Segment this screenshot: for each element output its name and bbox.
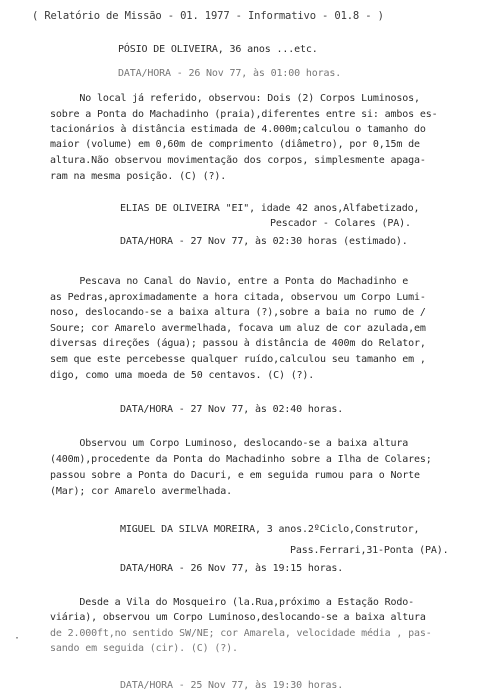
block-3-datetime: DATA/HORA - 27 Nov 77, às 02:40 horas. <box>120 404 344 415</box>
witness-2-datetime: DATA/HORA - 27 Nov 77, às 02:30 horas (estimado). <box>120 236 408 247</box>
block-2-line-4: Soure; cor Amarelo avermelhada, focava um aluz de cor azulada,em <box>50 323 426 334</box>
block-1-line-5: altura.Não observou movimentação dos corpos, simplesmente apaga- <box>50 155 426 166</box>
block-2-line-7: digo, como uma moeda de 50 centavos. (C) (?). <box>50 370 315 381</box>
block-3-line-2: (400m),procedente da Ponta do Machadinho sobre a Ilha de Colares; <box>50 454 432 465</box>
block-4-line-2: viária), observou um Corpo Luminoso,deslocando-se a baixa altura <box>50 612 426 623</box>
witness-4-datetime: DATA/HORA - 26 Nov 77, às 19:15 horas. <box>120 563 344 574</box>
block-2-line-5: diversas direções (água); passou à distância de 400m do Relator, <box>50 338 426 349</box>
block-2-line-3: noso, deslocando-se a baixa altura (?),sobre a baia no rumo de / <box>50 307 426 318</box>
margin-mark: · <box>14 633 21 644</box>
witness-4-name: MIGUEL DA SILVA MOREIRA, 3 anos.2ºCiclo,Construtor, <box>120 524 420 535</box>
witness-2-occupation: Pescador - Colares (PA). <box>270 218 411 229</box>
block-2-line-1: Pescava no Canal do Navio, entre a Ponta do Machadinho e <box>50 276 409 287</box>
report-header: ( Relatório de Missão - 01. 1977 - Informativo - 01.8 - ) <box>32 10 384 22</box>
witness-1-name: PÓSIO DE OLIVEIRA, 36 anos ...etc. <box>118 44 318 55</box>
witness-2-name: ELIAS DE OLIVEIRA "EI", idade 42 anos,Alfabetizado, <box>120 203 420 214</box>
block-3-line-3: passou sobre a Ponta do Dacuri, e em seguida rumou para o Norte <box>50 470 420 481</box>
block-4-line-4: sando em seguida (cir). (C) (?). <box>50 643 238 654</box>
block-3-line-1: Observou um Corpo Luminoso, deslocando-se a baixa altura <box>50 438 409 449</box>
witness-4-address: Pass.Ferrari,31-Ponta (PA). <box>290 545 449 556</box>
block-1-line-4: maior (volume) em 0,60m de comprimento (diâmetro), por 0,15m de <box>50 139 420 150</box>
block-2-line-2: as Pedras,aproximadamente a hora citada, observou um Corpo Lumi- <box>50 292 426 303</box>
block-4-line-3: de 2.000ft,no sentido SW/NE; cor Amarela, velocidade média , pas- <box>50 628 432 639</box>
block-2-line-6: sem que este percebesse qualquer ruído,calculou seu tamanho em , <box>50 354 426 365</box>
witness-1-datetime: DATA/HORA - 26 Nov 77, às 01:00 horas. <box>118 68 342 79</box>
block-1-line-1: No local já referido, observou: Dois (2) Corpos Luminosos, <box>50 93 420 104</box>
footer-datetime: DATA/HORA - 25 Nov 77, às 19:30 horas. <box>120 680 344 691</box>
block-1-line-6: ram na mesma posição. (C) (?). <box>50 171 227 182</box>
block-1-line-3: tacionários à distância estimada de 4.000m;calculou o tamanho do <box>50 124 426 135</box>
block-1-line-2: sobre a Ponta do Machadinho (praia),diferentes entre si: ambos es- <box>50 109 438 120</box>
block-4-line-1: Desde a Vila do Mosqueiro (la.Rua,próximo a Estação Rodo- <box>50 597 414 608</box>
block-3-line-4: (Mar); cor Amarelo avermelhada. <box>50 486 232 497</box>
